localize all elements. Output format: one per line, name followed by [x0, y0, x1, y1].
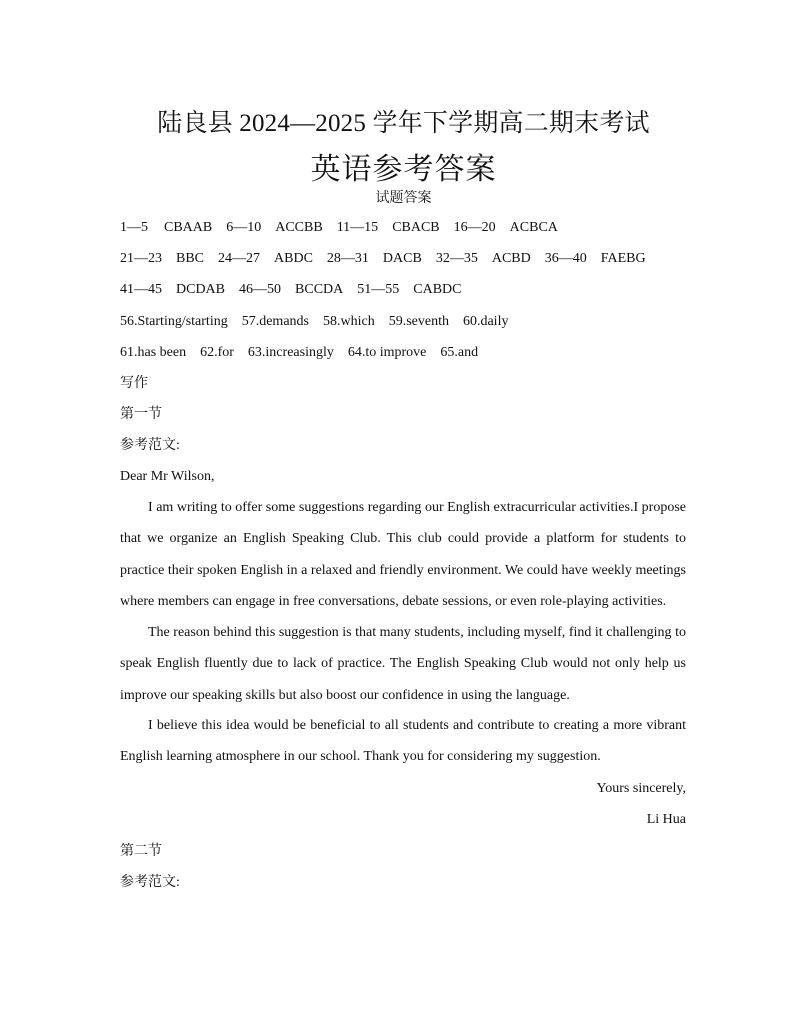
- answer-row-5: [120, 344, 478, 362]
- answer-range: 11—15: [336, 220, 379, 235]
- document-title: 英语参考答案: [310, 153, 497, 186]
- letter-closing: Yours sincerely,: [596, 781, 686, 796]
- answer-item: 61.has been: [120, 345, 187, 360]
- writing-label: 写作: [120, 376, 148, 391]
- answer-range: 1—5: [120, 220, 148, 235]
- letter-paragraph-2: The reason behind this suggestion is that many students, including myself, find it challenging to speak English fluently due to lack of practice. The English Speaking Club would not only help us improve our speaking skills but also boost our confidence in using the language.: [120, 625, 686, 703]
- answer-range: 16—20: [453, 220, 496, 235]
- answer-item: 58.which: [322, 314, 375, 329]
- letter-salutation: Dear Mr Wilson,: [120, 469, 215, 484]
- answer-letters: CBAAB: [164, 220, 213, 235]
- answer-letters: ACBD: [491, 251, 531, 266]
- answer-letters: BCCDA: [295, 282, 344, 297]
- answer-letters: ABDC: [274, 251, 313, 266]
- letter-paragraph-1: I am writing to offer some suggestions regarding our English extracurricular activities.I propose that we organize an English Speaking Club. This club could provide a platform for students to practice their spoken English in a relaxed and friendly environment. We could have weekly meetings where members can engage in free conversations, debate sessions, or even role-playing activities.: [120, 500, 686, 609]
- answer-range: 21—23: [120, 251, 162, 266]
- part2-sample-label: 参考范文:: [120, 875, 180, 890]
- answer-letters: FAEBG: [600, 251, 646, 266]
- answer-range: 41—45: [120, 282, 162, 297]
- answer-item: 63.increasingly: [247, 345, 334, 360]
- answer-row-1: [120, 219, 558, 237]
- answer-letters: ACCBB: [275, 220, 323, 235]
- exam-title: 陆良县 2024—2025 学年下学期高二期末考试: [157, 110, 650, 137]
- answer-letters: BBC: [176, 251, 205, 266]
- section-label: 试题答案: [375, 191, 432, 206]
- answer-range: 28—31: [326, 251, 369, 266]
- answer-item: 65.and: [440, 345, 479, 360]
- part1-sample-label: 参考范文:: [120, 438, 180, 453]
- answer-item: 59.seventh: [388, 314, 449, 329]
- answer-letters: DACB: [382, 251, 422, 266]
- letter-signature: Li Hua: [646, 812, 686, 827]
- answer-range: 51—55: [357, 282, 400, 297]
- answer-letters: CBACB: [392, 220, 440, 235]
- answer-letters: ACBCA: [509, 220, 558, 235]
- answer-item: 60.daily: [462, 314, 509, 329]
- answer-item: 57.demands: [241, 314, 309, 329]
- answer-letters: CABDC: [413, 282, 462, 297]
- answer-range: 6—10: [226, 220, 262, 235]
- answer-row-3: [120, 281, 461, 299]
- answer-item: 56.Starting/starting: [120, 314, 228, 329]
- part2-heading: 第二节: [120, 844, 162, 859]
- answer-row-4: [120, 313, 508, 331]
- answer-range: 32—35: [435, 251, 478, 266]
- answer-range: 24—27: [218, 251, 261, 266]
- part1-heading: 第一节: [120, 407, 162, 422]
- answer-range: 36—40: [544, 251, 587, 266]
- answer-range: 46—50: [239, 282, 282, 297]
- answer-letters: DCDAB: [176, 282, 226, 297]
- letter-paragraph-3: I believe this idea would be beneficial to all students and contribute to creating a more vibrant English learning atmosphere in our school. Thank you for considering my suggestion.: [120, 718, 686, 765]
- answer-row-2: [120, 250, 646, 268]
- answer-item: 62.for: [200, 345, 234, 360]
- answer-item: 64.to improve: [347, 345, 427, 360]
